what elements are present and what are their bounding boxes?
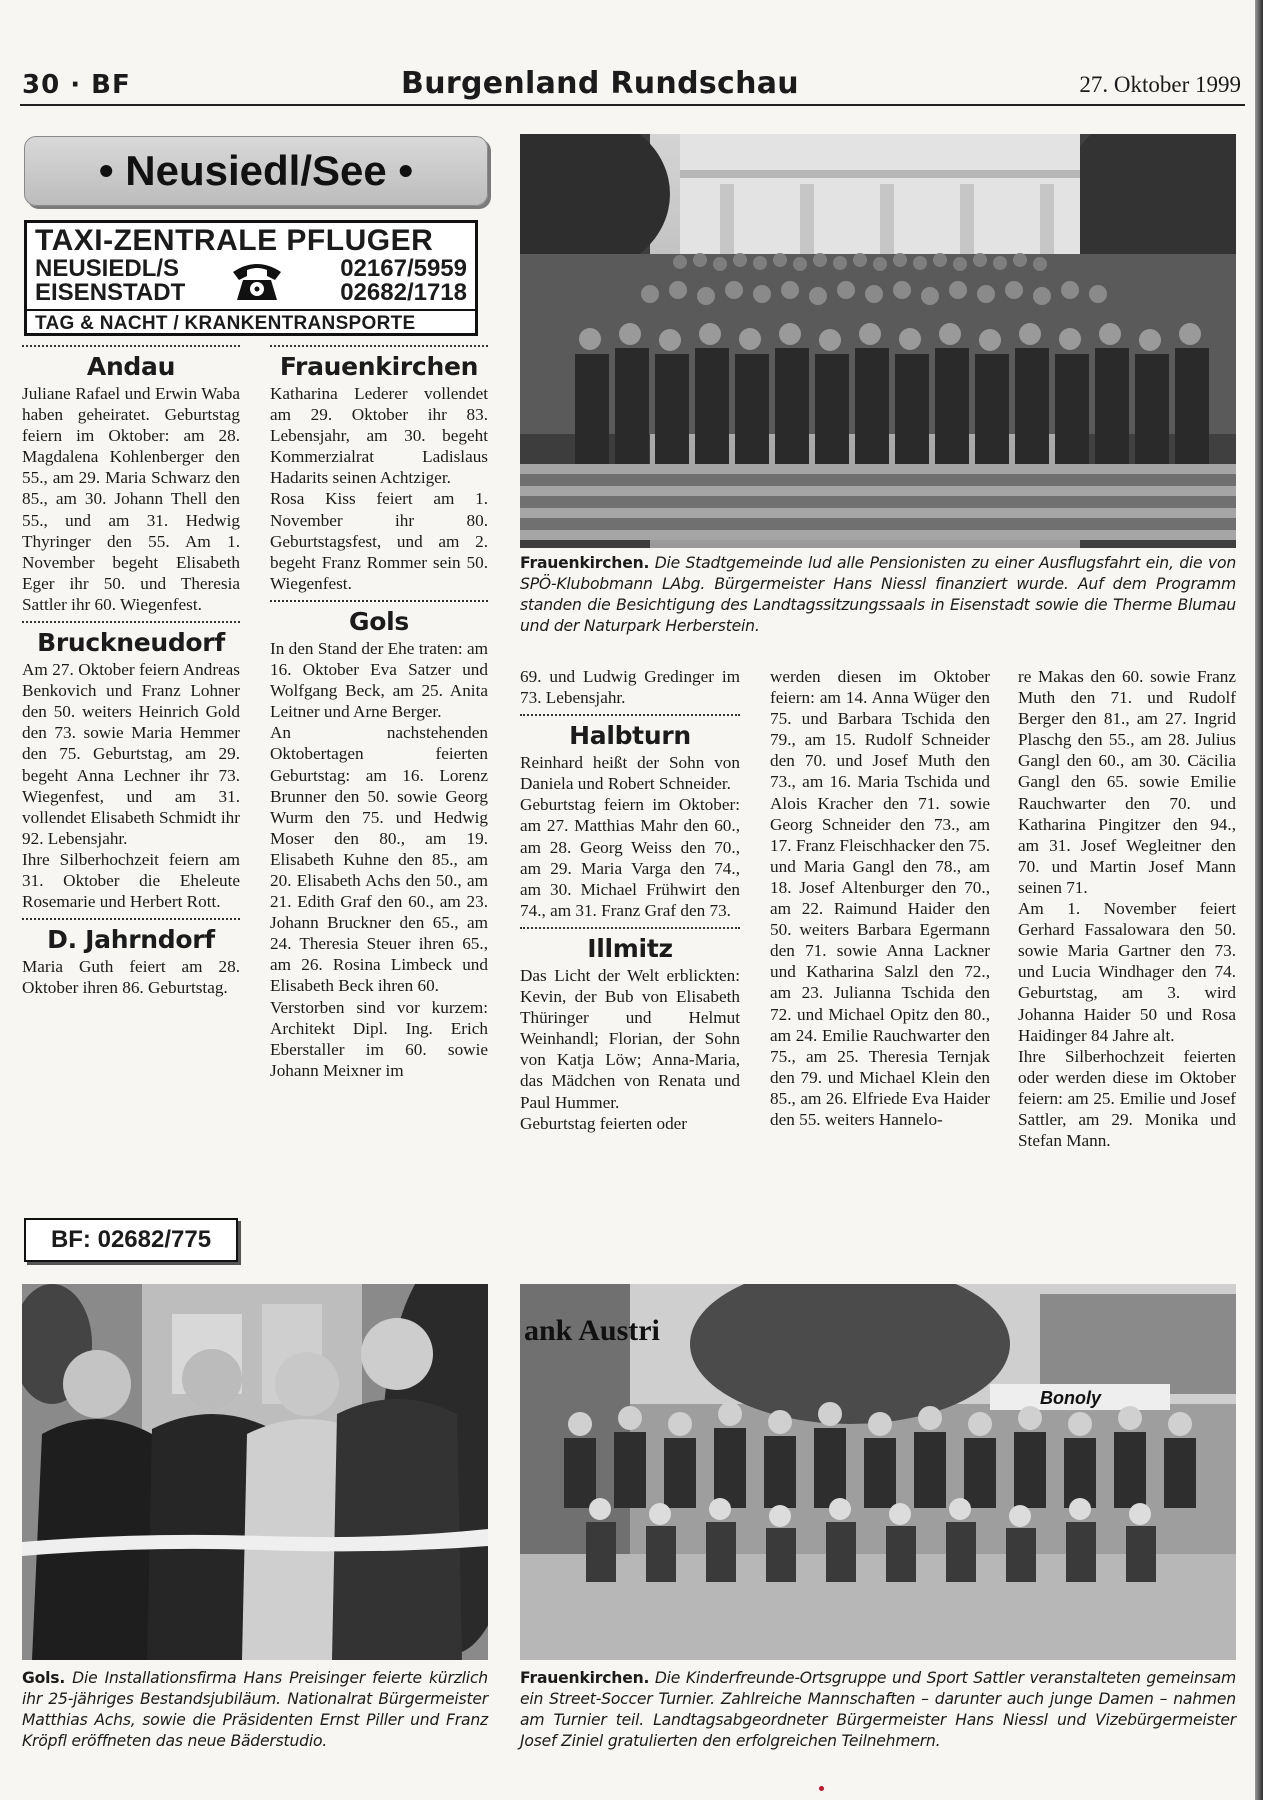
header-rule — [20, 104, 1245, 106]
separator — [270, 600, 488, 602]
taxi-city-1: NEUSIEDL/S — [35, 255, 180, 282]
caption-text: Die Stadtgemeinde lud alle Pensionisten zu einer Ausflugsfahrt ein, die von SPÖ-Klubobmann LAbg. Bürgermeister Hans Niessl finanziert wurde. Auf dem Programm standen die Besichtigung des Landtagssitzungssaals in Eisenstadt sowie die Therme Blumau und der Naturpark Herberstein. — [520, 554, 1236, 635]
bf-phone-box: BF: 02682/775 — [24, 1218, 238, 1262]
text-illmitz-continued: werden diesen im Oktober feiern: am 14. Anna Wüger den 75. und Barbara Tschida den 79., am 15. Rudolf Schneider den 70. und Josef Muth den 73., am 16. Maria Tschida und Alois Kracher den 71. sowie Georg Schneider den 73., am 17. Franz Fleischhacker den 75. und Maria Gangl den 78., am 18. Josef Altenburger den 70., am 22. Raimund Haider den 50. weiters Barbara Egermann den 71. sowie Anna Lackner und Katharina Salzl den 72., am 23. Julianna Tschida den 72. und Michael Opitz den 80., am 24. Emilie Rauchwarter den 75., am 25. Theresia Ternjak den 79. und Michael Klein den 85., am 26. Elfriede Eva Haider den 55. weiters Hannelo- — [770, 667, 990, 1129]
heading-andau: Andau — [86, 352, 176, 381]
separator — [520, 714, 740, 716]
text-frauenkirchen-2: Rosa Kiss feiert am 1. November ihr 80. Geburtstagsfest, und am 2. begeht Franz Rommer sein 50. Wiegenfest. — [270, 489, 488, 593]
caption-top-photo — [520, 553, 1236, 637]
text-gols-2: An nachstehenden Oktobertagen feierten Geburtstag: am 16. Lorenz Brunner den 50. sowie Georg Wurm den 75. und Hedwig Moser den 80., am 19. Elisabeth Kuhne den 85., am 20. Elisabeth Achs den 50., am 21. Edith Graf den 60., am 23. Johann Bruckner den 65., am 24. Theresia Steuer ihren 65., am 26. Rosina Limbeck und Elisabeth Beck ihren 60. — [270, 723, 488, 996]
text-halbturn-1: Reinhard heißt der Sohn von Daniela und Robert Schneider. — [520, 753, 740, 794]
taxi-tagline: TAG & NACHT / KRANKENTRANSPORTE — [27, 309, 475, 335]
column-1 — [22, 345, 240, 998]
text-illmitz-continued-2: re Makas den 60. sowie Franz Muth den 71. und Rudolf Berger den 81., am 27. Ingrid Plaschg den 55., am 28. Julius Gangl den 60., am 30. Cäcilia Gangl den 65. sowie Emilie Rauchwarter den 70. und Katharina Pingitzer den 94., am 31. Josef Wegleitner den 70. und Martin Josef Mann seinen 71. — [1018, 667, 1236, 897]
text-halbturn-2: Geburtstag feiern im Oktober: am 27. Matthias Mahr den 60., am 28. Georg Weiss den 70., am 29. Maria Varga den 74., am 30. Michael Frühwirt den 74., am 31. Franz Graf den 73. — [520, 795, 740, 920]
taxi-phone-1: 02167/5959 — [340, 255, 467, 282]
brand-sign: Bonoly — [1040, 1388, 1101, 1408]
taxi-row-neusiedl — [35, 257, 467, 281]
text-gols-1: In den Stand der Ehe traten: am 16. Oktober Eva Satzer und Wolfgang Beck, am 25. Anita Leitner und Arne Berger. — [270, 638, 488, 722]
region-banner: • Neusiedl/See • — [24, 136, 488, 206]
text-frauenkirchen-1: Katharina Lederer vollendet am 29. Oktober ihr 83. Lebensjahr, am 30. begeht Kommerzialrat Ladislaus Hadarits seinen Achtziger. — [270, 384, 488, 488]
column-3 — [520, 666, 740, 1134]
text-andau: Juliane Rafael und Erwin Waba haben geheiratet. Geburtstag feiern im Oktober: am 28. Magdalena Kohlenberger den 55., am 29. Maria Schwarz den 85., am 30. Johann Thell den 55., und am 31. Hedwig Thyringer den 55. Am 1. November begeht Elisabeth Eger ihr 50. und Theresia Sattler ihr 60. Wiegenfest. — [22, 384, 240, 614]
heading-bruckneudorf: Bruckneudorf — [37, 628, 225, 658]
heading-illmitz: Illmitz — [587, 933, 673, 963]
column-2 — [270, 345, 488, 1081]
newspaper-title: Burgenland Rundschau — [401, 66, 799, 101]
separator — [270, 345, 488, 347]
issue-date: 27. Oktober 1999 — [1079, 72, 1241, 97]
text-d-jahrndorf: Maria Guth feiert am 28. Oktober ihren 86. Geburtstag. — [22, 957, 240, 998]
separator — [22, 345, 240, 347]
column-5 — [1018, 666, 1236, 1151]
text-illmitz-1: Das Licht der Welt erblickten: Kevin, der Bub von Elisabeth Thüringer und Helmut Weinhandl; Florian, der Sohn von Katja Löw; Anna-Maria, das Mädchen von Renata und Paul Hummer. — [520, 965, 740, 1112]
caption-lead: Frauenkirchen. — [520, 554, 650, 572]
heading-d-jahrndorf: D. Jahrndorf — [47, 925, 215, 955]
heading-frauenkirchen: Frauenkirchen — [279, 352, 479, 381]
caption-text: Die Kinderfreunde-Ortsgruppe und Sport Sattler veranstalteten gemeinsam ein Street-Soccer Turnier. Zahlreiche Mannschaften – darunter auch junge Damen – nahmen am Turnier teil. Landtagsabgeordneter Bürgermeister Hans Niessl und Vizebürgermeister Josef Ziniel gratulierten den erfolgreichen Teilnehmern. — [520, 1669, 1236, 1750]
photo-pensioners-group — [520, 134, 1236, 548]
page-number-tag: 30 · BF — [22, 70, 131, 100]
caption-lead: Frauenkirchen. — [520, 1669, 650, 1687]
heading-halbturn: Halbturn — [569, 721, 691, 751]
separator — [520, 927, 740, 929]
text-gols-3: Verstorben sind vor kurzem: Architekt Dipl. Ing. Erich Eberstaller im 60. sowie Johann Meixner im — [270, 997, 488, 1080]
text-illmitz-continued-4: Ihre Silberhochzeit feierten oder werden diese im Oktober feiern: am 25. Emilie und Josef Sattler, am 29. Monika und Stefan Mann. — [1018, 1046, 1236, 1151]
text-bruckneudorf-2: Ihre Silberhochzeit feiern am 31. Oktober die Eheleute Rosemarie und Herbert Rott. — [22, 849, 240, 912]
caption-text: Die Installationsfirma Hans Preisinger feierte kürzlich ihr 25-jähriges Bestandsjubiläum. Nationalrat Bürgermeister Matthias Achs, sowie die Präsidenten Ernst Piller und Franz Kröpfl eröffneten das neue Bäderstudio. — [22, 1669, 488, 1750]
caption-bottom-left-photo — [22, 1668, 488, 1752]
text-gols-continued: 69. und Ludwig Gredinger im 73. Lebensjahr. — [520, 667, 740, 708]
taxi-advertisement — [24, 220, 478, 336]
text-illmitz-continued-3: Am 1. November feiert Gerhard Fassalowara den 50. sowie Maria Gartner den 73. und Lucia Windhager den 74. Geburtstag, am 3. wird Johanna Haider 50 und Rosa Haidinger 84 Jahre alt. — [1018, 899, 1236, 1045]
column-4 — [770, 666, 990, 1130]
heading-gols: Gols — [349, 606, 409, 636]
photo-ribbon-cutting — [22, 1284, 488, 1660]
taxi-city-2: EISENSTADT — [35, 279, 186, 306]
separator — [22, 621, 240, 623]
telephone-icon — [225, 236, 289, 302]
caption-lead: Gols. — [22, 1669, 66, 1687]
caption-bottom-right-photo — [520, 1668, 1236, 1752]
text-bruckneudorf-1: Am 27. Oktober feiern Andreas Benkovich und Franz Lohner den 50. weiters Heinrich Gold den 73. sowie Maria Hemmer den 75. Geburtstag, am 29. begeht Anna Lechner ihr 73. Wiegenfest, und am 31. vollendet Elisabeth Schmidt ihr 92. Lebensjahr. — [22, 660, 240, 848]
taxi-phone-2: 02682/1718 — [340, 279, 467, 306]
photo-street-soccer — [520, 1284, 1236, 1660]
text-illmitz-2: Geburtstag feierten oder — [520, 1113, 688, 1133]
taxi-company-name: TAXI-ZENTRALE PFLUGER — [35, 224, 434, 257]
print-mark — [819, 1786, 824, 1791]
bank-sign: ank Austri — [524, 1314, 660, 1347]
page-edge-shadow — [1255, 0, 1263, 1800]
separator — [22, 918, 240, 920]
